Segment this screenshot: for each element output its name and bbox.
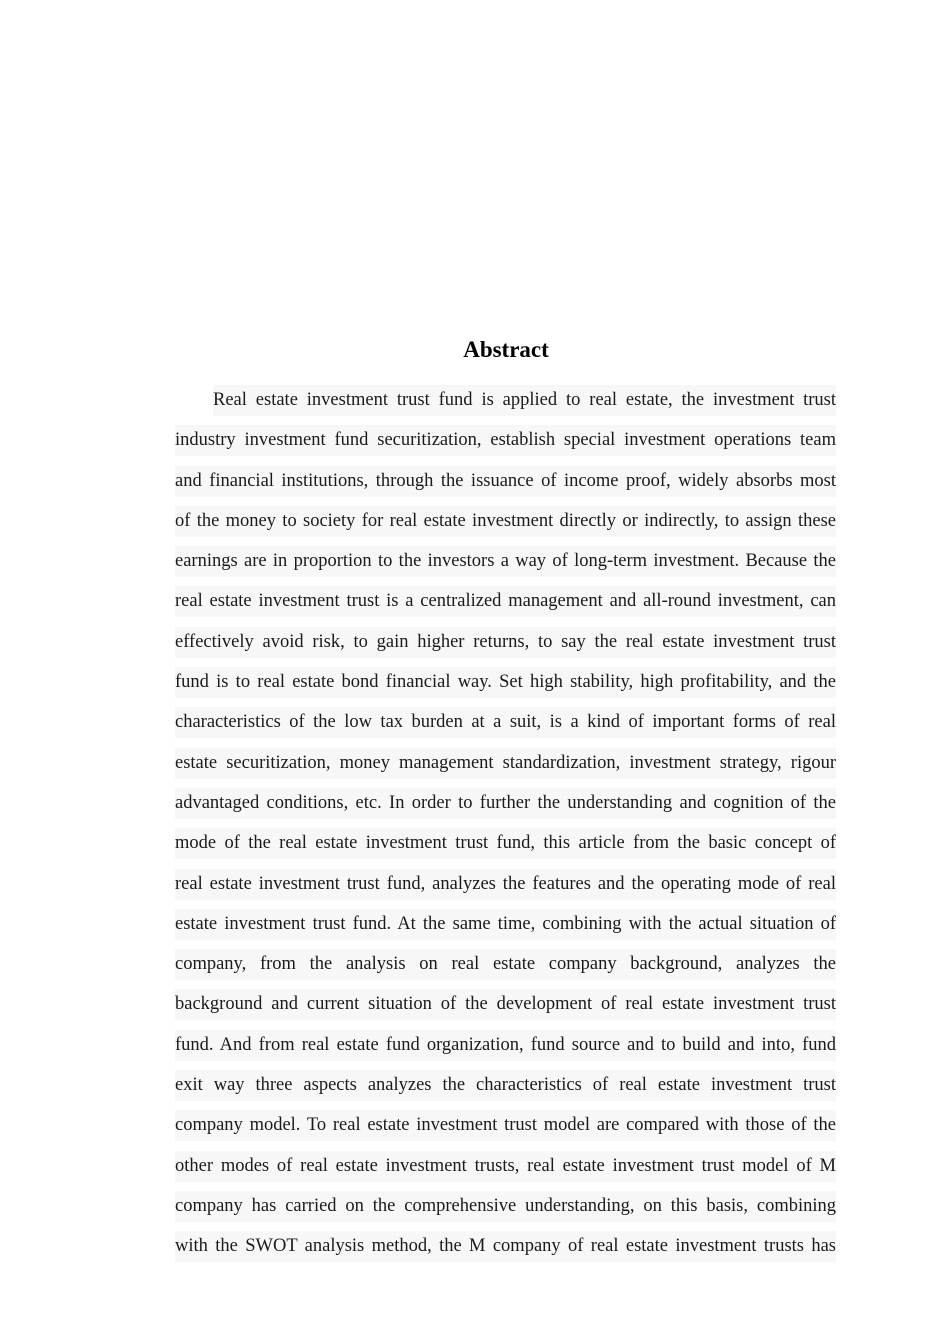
abstract-line: company, from the analysis on real estate company background, analyzes the [175, 949, 836, 986]
abstract-line: advantaged conditions, etc. In order to further the understanding and cognition of the [175, 788, 836, 825]
abstract-line: estate securitization, money management standardization, investment strategy, rigour [175, 748, 836, 785]
abstract-line: estate investment trust fund. At the same time, combining with the actual situation of [175, 909, 836, 946]
abstract-line: and financial institutions, through the issuance of income proof, widely absorbs most [175, 466, 836, 503]
abstract-line: of the money to society for real estate investment directly or indirectly, to assign these [175, 506, 836, 543]
abstract-line: Real estate investment trust fund is applied to real estate, the investment trust [175, 385, 836, 422]
abstract-line: fund is to real estate bond financial way. Set high stability, high profitability, and the [175, 667, 836, 704]
abstract-line: characteristics of the low tax burden at a suit, is a kind of important forms of real [175, 707, 836, 744]
abstract-line: other modes of real estate investment trusts, real estate investment trust model of M [175, 1151, 836, 1188]
abstract-body [175, 382, 836, 1269]
abstract-line: company model. To real estate investment trust model are compared with those of the [175, 1110, 836, 1147]
abstract-line: effectively avoid risk, to gain higher returns, to say the real estate investment trust [175, 627, 836, 664]
abstract-line: mode of the real estate investment trust fund, this article from the basic concept of [175, 828, 836, 865]
abstract-line: with the SWOT analysis method, the M company of real estate investment trusts has [175, 1231, 836, 1268]
abstract-line: earnings are in proportion to the investors a way of long-term investment. Because the [175, 546, 836, 583]
abstract-line: real estate investment trust fund, analyzes the features and the operating mode of real [175, 869, 836, 906]
abstract-line: company has carried on the comprehensive understanding, on this basis, combining [175, 1191, 836, 1228]
abstract-line: fund. And from real estate fund organization, fund source and to build and into, fund [175, 1030, 836, 1067]
abstract-line: real estate investment trust is a centralized management and all-round investment, can [175, 586, 836, 623]
abstract-title: Abstract [463, 337, 549, 362]
abstract-line: exit way three aspects analyzes the characteristics of real estate investment trust [175, 1070, 836, 1107]
abstract-line: industry investment fund securitization, establish special investment operations team [175, 425, 836, 462]
abstract-line: background and current situation of the development of real estate investment trust [175, 989, 836, 1026]
